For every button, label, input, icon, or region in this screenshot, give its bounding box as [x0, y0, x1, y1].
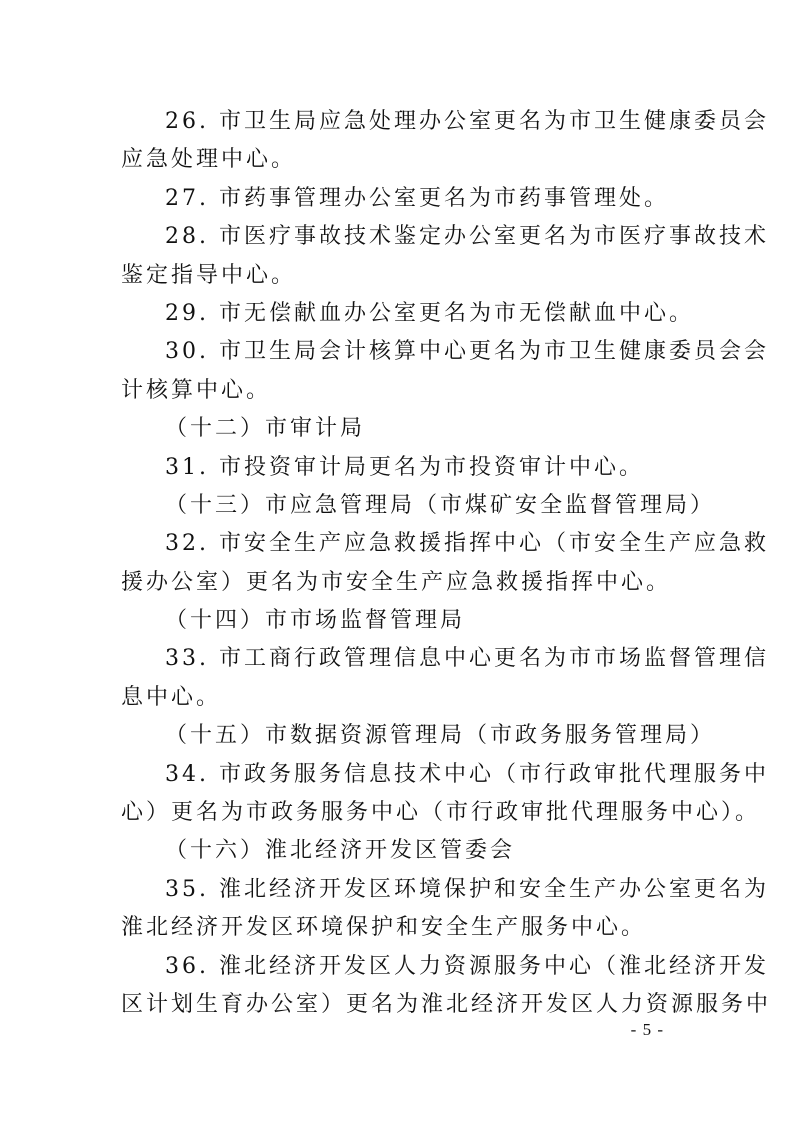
- paragraph-line: 34. 市政务服务信息技术中心（市行政审批代理服务中: [165, 761, 769, 787]
- paragraph-line: 应急处理中心。: [121, 147, 297, 173]
- section-heading: （十五）市数据资源管理局（市政务服务管理局）: [165, 723, 716, 749]
- paragraph-line: 区计划生育办公室）更名为淮北经济开发区人力资源服务中: [121, 991, 772, 1017]
- paragraph-line: 27. 市药事管理办公室更名为市药事管理处。: [165, 185, 669, 211]
- paragraph-line: 31. 市投资审计局更名为市投资审计中心。: [165, 454, 644, 480]
- paragraph-line: 29. 市无偿献血办公室更名为市无偿献血中心。: [165, 300, 694, 326]
- paragraph-line: 心）更名为市政务服务中心（市行政审批代理服务中心）。: [121, 800, 761, 826]
- section-heading: （十四）市市场监督管理局: [165, 608, 466, 634]
- page-number: - 5 -: [630, 1020, 664, 1039]
- section-heading: （十三）市应急管理局（市煤矿安全监督管理局）: [165, 492, 716, 518]
- paragraph-line: 26. 市卫生局应急处理办公室更名为市卫生健康委员会: [165, 109, 769, 134]
- section-heading: （十六）淮北经济开发区管委会: [165, 838, 516, 864]
- document-body: [121, 103, 772, 1024]
- section-heading: （十二）市审计局: [165, 416, 366, 442]
- paragraph-line: 息中心。: [121, 684, 222, 710]
- paragraph-line: 淮北经济开发区环境保护和安全生产服务中心。: [121, 915, 647, 941]
- paragraph-line: 28. 市医疗事故技术鉴定办公室更名为市医疗事故技术: [165, 224, 769, 250]
- paragraph-line: 30. 市卫生局会计核算中心更名为市卫生健康委员会会: [165, 339, 769, 365]
- paragraph-line: 鉴定指导中心。: [121, 262, 297, 288]
- paragraph-line: 计核算中心。: [121, 377, 272, 403]
- paragraph-line: 36. 淮北经济开发区人力资源服务中心（淮北经济开发: [165, 953, 769, 979]
- paragraph-line: 32. 市安全生产应急救援指挥中心（市安全生产应急救: [165, 531, 769, 557]
- paragraph-line: 援办公室）更名为市安全生产应急救援指挥中心。: [121, 569, 672, 595]
- paragraph-line: 35. 淮北经济开发区环境保护和安全生产办公室更名为: [165, 876, 769, 902]
- paragraph-line: 33. 市工商行政管理信息中心更名为市市场监督管理信: [165, 646, 769, 672]
